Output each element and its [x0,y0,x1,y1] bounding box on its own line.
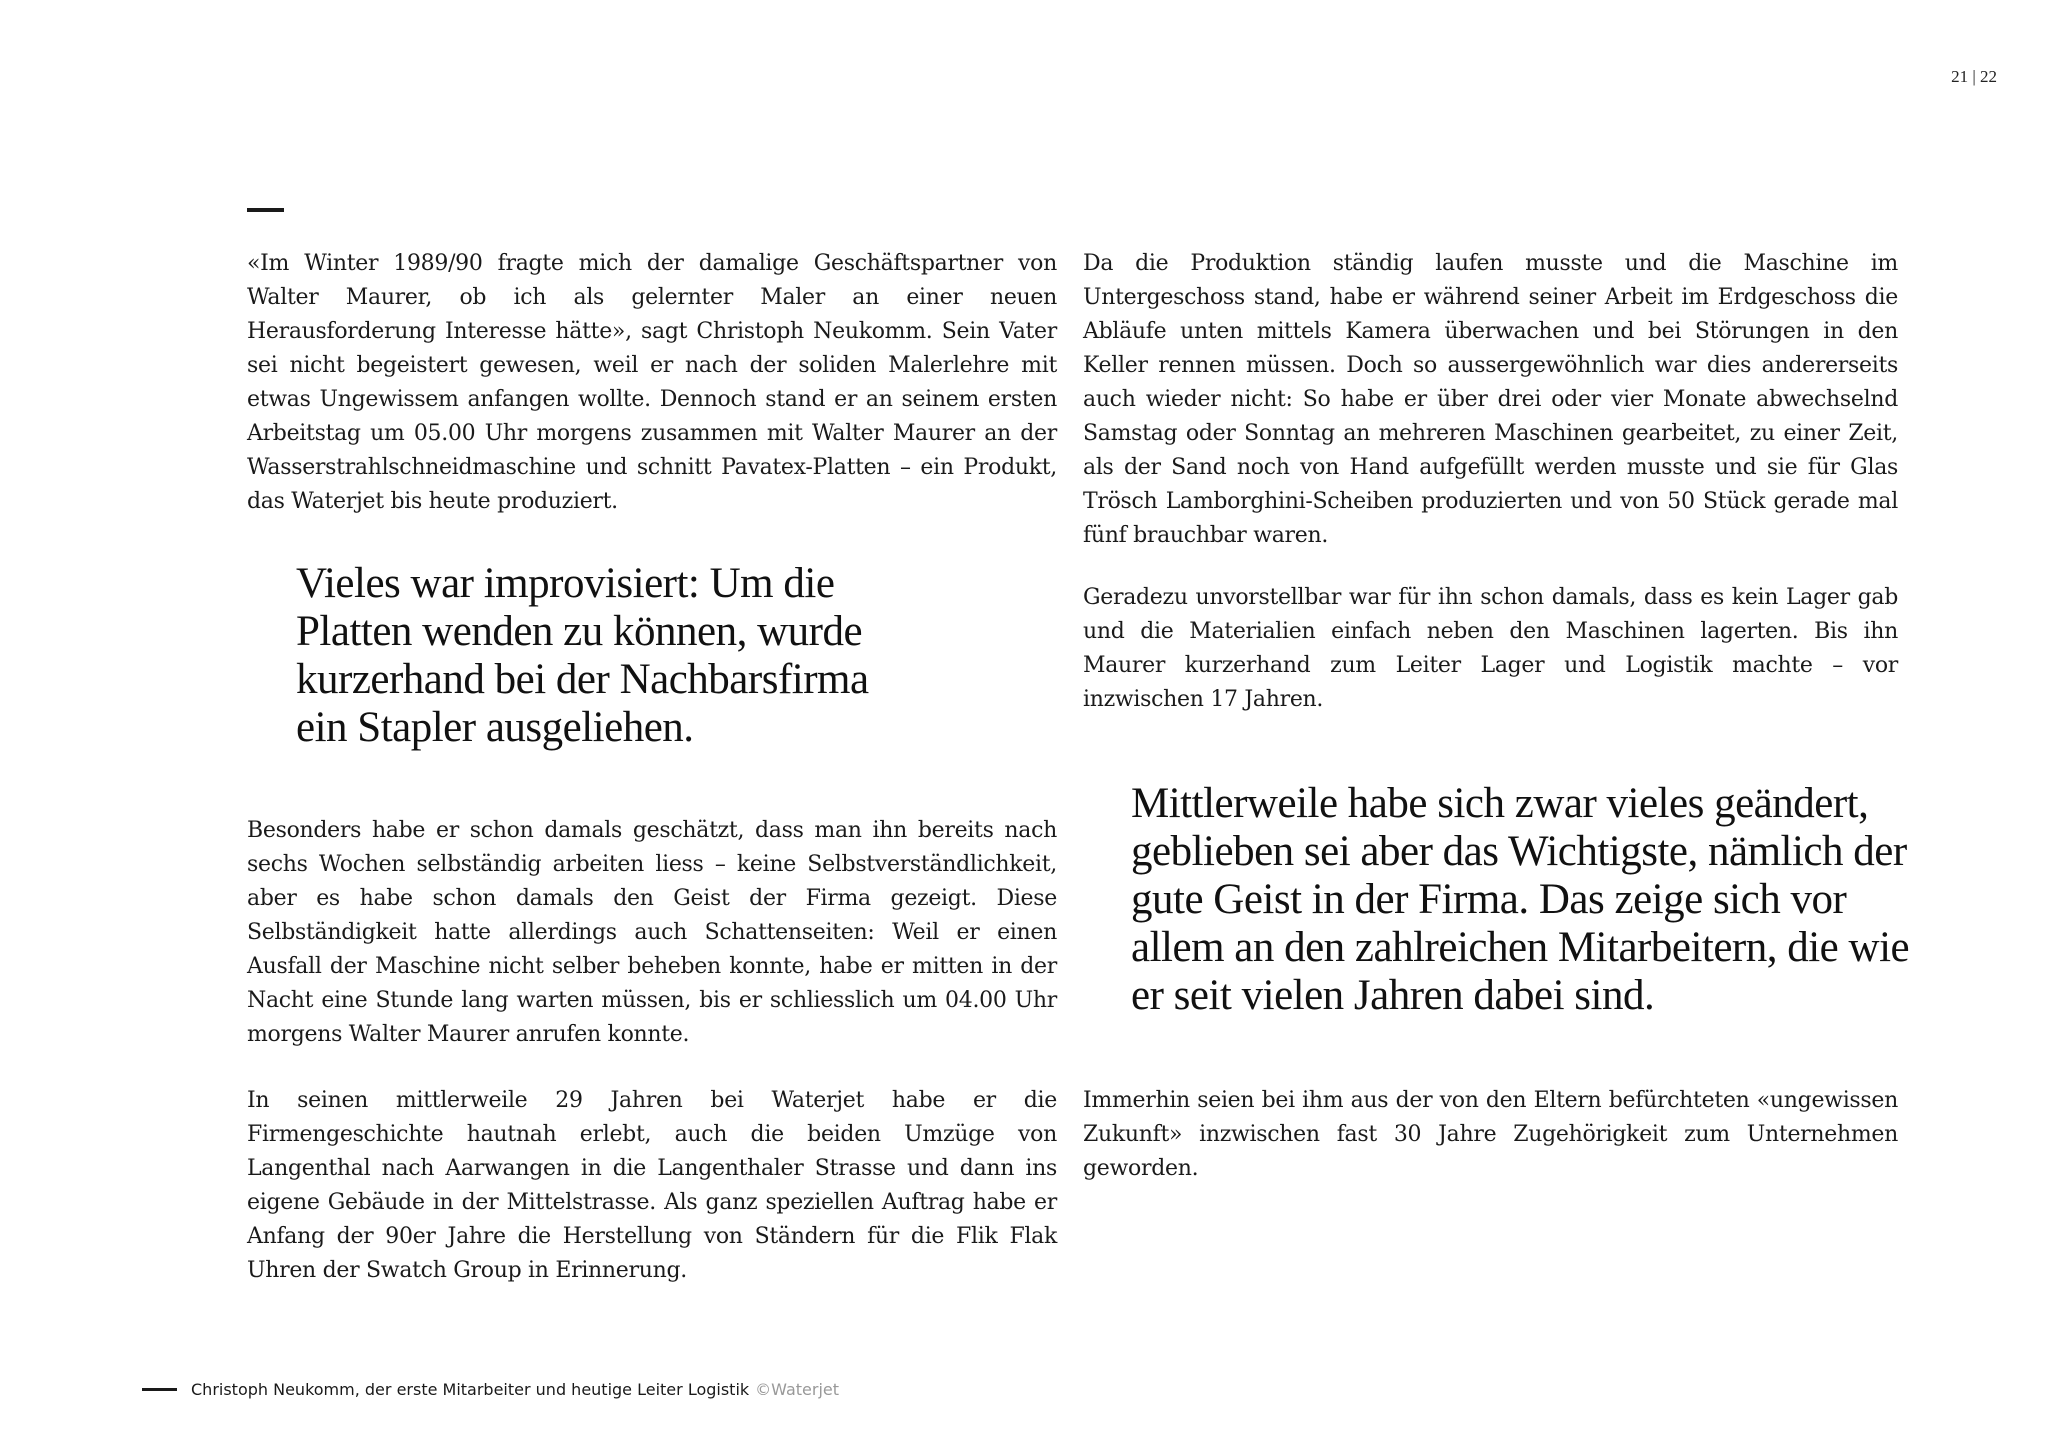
left-pull-quote: Vieles war improvisiert: Um die Platten wenden zu können, wurde kurzerhand bei der Nachbarsfirma ein Stapler ausgeliehen. [296,560,869,751]
left-pull-quote-block [296,560,916,752]
photo-caption [142,1380,839,1399]
caption-rule [142,1388,177,1391]
right-paragraph-2: Geradezu unvorstellbar war für ihn schon damals, dass es kein Lager gab und die Materialien einfach neben den Maschinen lagerten. Bis ihn Maurer kurzerhand zum Leiter Lager und Logistik machte – vor inzwischen 17 Jahren. [1083,585,1898,712]
caption-credit: ©Waterjet [755,1380,840,1399]
right-column-bottom [1083,1084,1898,1186]
right-paragraph-1: Da die Produktion ständig laufen musste und die Maschine im Untergeschoss stand, habe er während seiner Arbeit im Erdgeschoss die Abläufe unten mittels Kamera überwachen und bei Störungen in den Keller rennen müssen. Doch so aussergewöhnlich war dies andererseits auch wieder nicht: So habe er über drei oder vier Monate abwechselnd Samstag oder Sonntag an mehreren Maschinen gearbeitet, zu einer Zeit, als der Sand noch von Hand aufgefüllt werden musste und sie für Glas Trösch Lamborghini-Scheiben produzierten und von 50 Stück gerade mal fünf brauchbar waren. [1083,251,1898,548]
right-pull-quote: Mittlerweile habe sich zwar vieles geändert, geblieben sei aber das Wichtigste, nämlich der gute Geist in der Firma. Das zeige sich vor allem an den zahlreichen Mitarbeitern, die wie er seit vielen Jahren dabei sind. [1131,780,1910,1019]
page-number: 21 | 22 [1951,67,1997,86]
left-column-middle [247,814,1057,1052]
left-paragraph-2: Besonders habe er schon damals geschätzt, dass man ihn bereits nach sechs Wochen selbständig arbeiten liess – keine Selbstverständlichkeit, aber es habe schon damals den Geist der Firma gezeigt. Diese Selbständigkeit hatte allerdings auch Schattenseiten: Weil er einen Ausfall der Maschine nicht selber beheben konnte, habe er mitten in der Nacht eine Stunde lang warten müssen, bis er schliesslich um 04.00 Uhr morgens Walter Maurer anrufen konnte. [247,818,1057,1047]
right-paragraph-3: Immerhin seien bei ihm aus der von den Eltern befürchteten «ungewissen Zukunft» inzwischen fast 30 Jahre Zugehörigkeit zum Unternehmen geworden. [1083,1088,1898,1181]
left-column [247,247,1057,519]
right-column-middle [1083,581,1898,717]
right-column [1083,247,1898,553]
caption-text: Christoph Neukomm, der erste Mitarbeiter und heutige Leiter Logistik [191,1380,750,1399]
left-paragraph-3: In seinen mittlerweile 29 Jahren bei Waterjet habe er die Firmengeschichte hautnah erlebt, auch die beiden Umzüge von Langenthal nach Aarwangen in die Langenthaler Strasse und dann ins eigene Gebäude in der Mittelstrasse. Als ganz speziellen Auftrag habe er Anfang der 90er Jahre die Herstellung von Ständern für die Flik Flak Uhren der Swatch Group in Erinnerung. [247,1088,1057,1283]
left-column-bottom [247,1084,1057,1288]
left-paragraph-1: «Im Winter 1989/90 fragte mich der damalige Geschäftspartner von Walter Maurer, ob ich als gelernter Maler an einer neuen Herausforderung Interesse hätte», sagt Christoph Neukomm. Sein Vater sei nicht begeistert gewesen, weil er nach der soliden Malerlehre mit etwas Ungewissem anfangen wollte. Dennoch stand er an seinem ersten Arbeitstag um 05.00 Uhr morgens zusammen mit Walter Maurer an der Wasserstrahlschneidmaschine und schnitt Pavatex-Platten – ein Produkt, das Waterjet bis heute produziert. [247,251,1057,514]
top-rule [247,208,284,212]
right-pull-quote-block [1131,780,1911,1020]
